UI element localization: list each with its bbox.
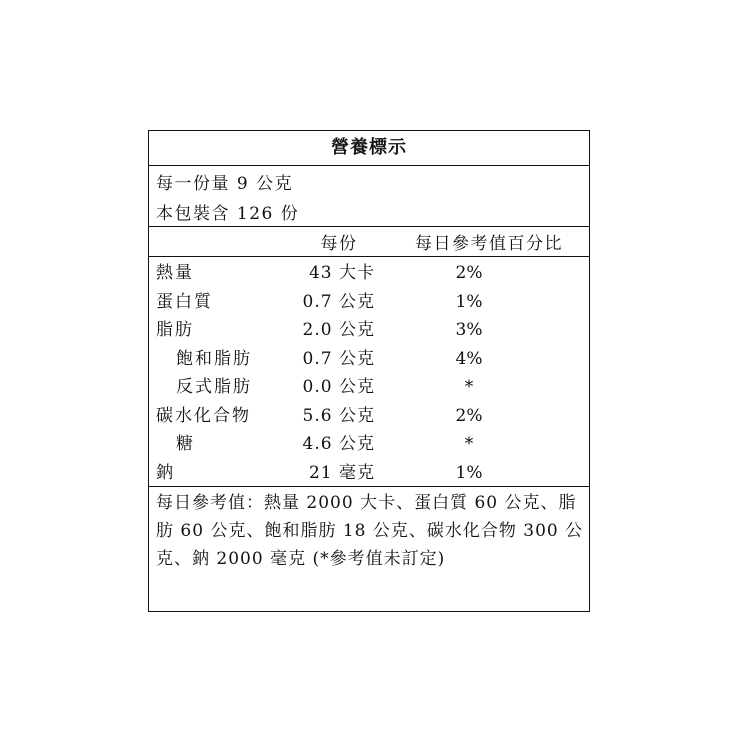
nutrient-amount: 2.0 公克 — [302, 320, 375, 340]
nutrient-daily-value-percent: 2% — [455, 263, 483, 283]
nutrient-name: 脂肪 — [156, 320, 194, 340]
nutrient-daily-value-percent: 2% — [455, 405, 483, 426]
nutrient-daily-value-percent: 1% — [455, 291, 483, 312]
nutrient-row — [149, 372, 589, 402]
nutrient-name: 熱量 — [156, 263, 194, 283]
nutrient-amount: 0.7 公克 — [302, 291, 375, 312]
nutrient-row — [149, 344, 589, 374]
nutrient-name: 鈉 — [156, 462, 175, 483]
nutrient-daily-value-percent: 4% — [455, 348, 483, 369]
nutrient-amount: 0.0 公克 — [302, 377, 375, 397]
nutrient-daily-value-percent: * — [464, 377, 474, 397]
nutrient-row — [149, 458, 589, 488]
nutrient-name: 飽和脂肪 — [176, 348, 252, 369]
nutrient-name: 蛋白質 — [156, 291, 213, 312]
nutrient-row — [149, 429, 589, 459]
nutrient-amount: 5.6 公克 — [302, 405, 375, 426]
nutrient-amount: 4.6 公克 — [302, 434, 375, 454]
nutrient-name: 糖 — [176, 434, 195, 454]
header-divider — [149, 256, 589, 257]
title-divider — [149, 165, 589, 166]
table-bottom-divider — [149, 486, 589, 487]
nutrient-name: 反式脂肪 — [176, 377, 252, 397]
nutrient-name: 碳水化合物 — [156, 405, 251, 426]
serving-size: 每一份量 9 公克 — [156, 174, 294, 194]
nutrient-amount: 43 大卡 — [308, 263, 375, 283]
nutrition-label — [148, 130, 590, 612]
nutrient-daily-value-percent: 3% — [455, 320, 483, 340]
nutrient-daily-value-percent: * — [464, 434, 474, 454]
nutrient-row — [149, 258, 589, 288]
column-header-amount: 每份 — [320, 234, 358, 254]
nutrient-row — [149, 287, 589, 317]
nutrient-row — [149, 401, 589, 431]
nutrient-amount: 0.7 公克 — [302, 348, 375, 369]
serving-divider — [149, 226, 589, 227]
nutrient-amount: 21 毫克 — [308, 462, 375, 483]
nutrient-daily-value-percent: 1% — [455, 462, 483, 483]
label-title: 營養標示 — [331, 137, 407, 158]
servings-per-package: 本包裝含 126 份 — [156, 204, 300, 224]
nutrient-row — [149, 315, 589, 345]
daily-value-footnote: 每日參考值：熱量 2000 大卡、蛋白質 60 公克、脂肪 60 公克、飽和脂肪 18 公克、碳水化合物 300 公克、鈉 2000 毫克 (*參考值未訂定) — [156, 493, 584, 569]
column-header-daily-value: 每日參考值百分比 — [415, 234, 563, 254]
